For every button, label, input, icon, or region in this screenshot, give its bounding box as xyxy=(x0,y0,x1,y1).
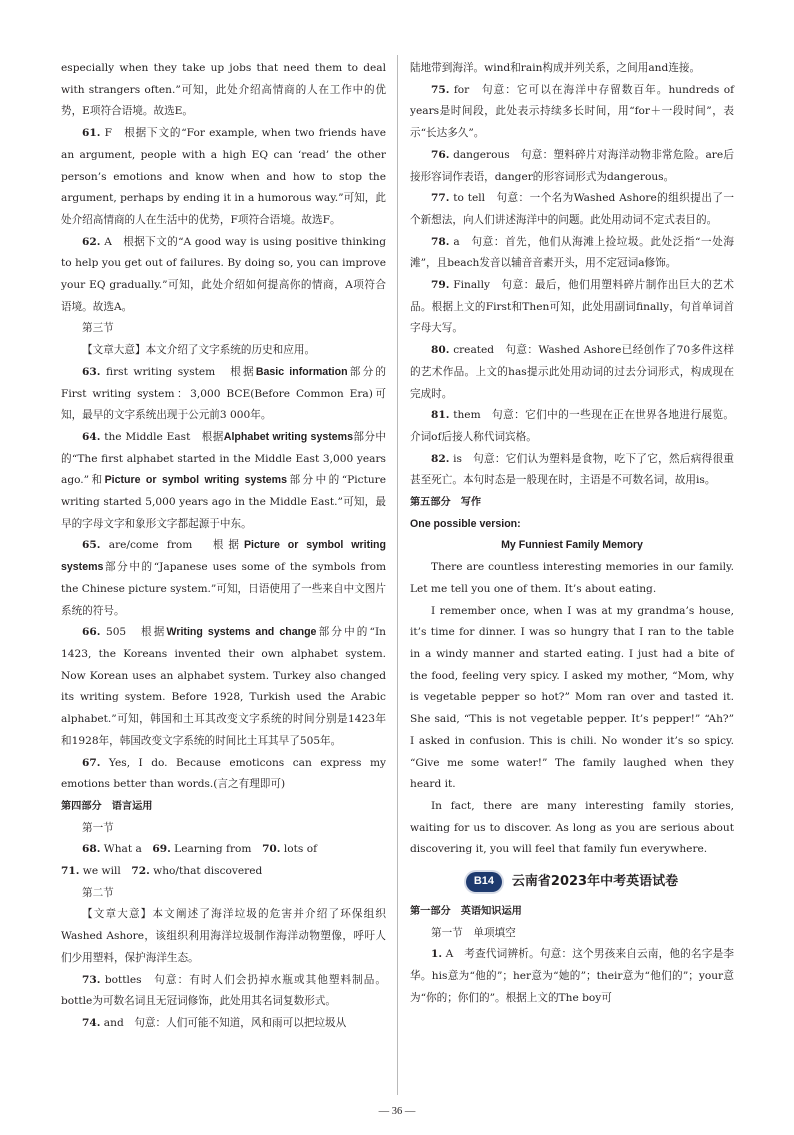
section-label: 第二节 xyxy=(82,886,114,899)
exam-title: 云南省2023年中考英语试卷 xyxy=(511,874,679,890)
question-number: 1. xyxy=(431,948,443,961)
answer-text: to tell 句意：一个名为Washed Ashore的组织提出了一个新想法，向人们讲述海洋中的问题。此处用动词不定式表目的。 xyxy=(410,192,734,226)
bold-term: Alphabet writing systems xyxy=(223,430,353,443)
answer-text: 部分中的“The first alphabet started in the Middle East 3,000 years ago.”和 xyxy=(61,430,386,487)
answer-1 xyxy=(410,944,734,1009)
answer-64 xyxy=(61,427,386,536)
answer-text: 部分中的“Picture writing started 5,000 years ago in the Middle East.”可知，最早的字母文字和象形文字都起源于中东。 xyxy=(61,474,387,530)
question-number: 76. xyxy=(431,148,450,161)
answer-text: first writing system 根据 xyxy=(100,365,256,378)
answer-76 xyxy=(410,145,734,188)
answer-text: Finally 句意：最后，他们用塑料碎片制作出巨大的艺术品。根据上文的First和Then可知，此处用副词finally，句首单词首字母大写。 xyxy=(410,279,734,335)
bold-term: Picture or symbol writing systems xyxy=(104,474,287,487)
answers-71-72 xyxy=(61,861,386,883)
question-number: 62. xyxy=(82,235,101,248)
answer-65 xyxy=(61,535,386,622)
question-number: 79. xyxy=(431,279,450,292)
question-number: 63. xyxy=(82,365,101,378)
part-heading xyxy=(410,901,734,923)
article-summary: 【文章大意】本文阐述了海洋垃圾的危害并介绍了环保组织Washed Ashore，该组织利用海洋垃圾制作海洋动物塑像，呼吁人们少用塑料，保护海洋生态。 xyxy=(61,908,386,964)
part-label: 第四部分 xyxy=(61,800,102,812)
answer-text: them 句意：它们中的一些现在正在世界各地进行展览。介词of后接人称代词宾格。 xyxy=(410,409,734,443)
question-number: 73. xyxy=(82,973,101,986)
paragraph-continued: 陆地带到海洋。wind和rain构成并列关系，之间用and连接。 xyxy=(410,62,701,74)
answer-79 xyxy=(410,275,734,340)
answer-text: Yes, I do. Because emoticons can express my emotions better than words.(言之有理即可) xyxy=(61,756,386,791)
answer-text: the Middle East 根据 xyxy=(100,430,224,443)
answer-text: for 句意：它可以在海洋中存留数百年。hundreds of years是时间段，此处表示持续多长时间，用“for＋一段时间”，表示“长达多久”。 xyxy=(410,83,734,140)
answer-text: we will xyxy=(79,865,132,878)
answer-text: F 根据下文的“For example, when two friends have an argument, people with a high EQ can ‘read’ the other person’s emotions and know when and how to stop the argument, perhaps by ending it in a humorous way.”可知，此处介绍高情商的人在生活中的优势，F项符合语境。故选F。 xyxy=(61,127,386,226)
answer-75 xyxy=(410,80,734,145)
question-number: 67. xyxy=(82,756,101,769)
essay-paragraph: I remember once, when I was at my grandma’s house, it’s time for dinner. I was so hungry that I ran to the table in a windy manner and started eating. I just had a bite of the food, feeling very spicy. I asked my mother, “Mom, why is vegetable pepper so hot?” Mom ran over and tasted it. She said, “This is not vegetable pepper. It’s pepper!” “Ah?” I asked in confusion. This is chili. No wonder it’s so spicy. “Give me some water!” The family laughed when they heard it. xyxy=(410,604,734,791)
answer-text: and 句意：人们可能不知道，风和雨可以把垃圾从 xyxy=(100,1016,347,1029)
question-number: 64. xyxy=(82,430,101,443)
part-label: 第五部分 xyxy=(410,497,451,509)
article-summary: 【文章大意】本文介绍了文字系统的历史和应用。 xyxy=(82,344,316,357)
answer-text: is 句意：它们认为塑料是食物，吃下了它，然后病得很重甚至死亡。本句时态是一般现在时，主语是不可数名词，故用is。 xyxy=(410,452,734,487)
answer-text: 505 根据 xyxy=(100,626,167,639)
essay-paragraph: There are countless interesting memories in our family. Let me tell you one of them. It’s about eating. xyxy=(410,561,734,595)
question-number: 71. xyxy=(61,865,80,878)
answer-text: dangerous 句意：塑料碎片对海洋动物非常危险。are后接形容词作表语，danger的形容词形式为dangerous。 xyxy=(410,148,734,183)
section-label: 第一节 xyxy=(82,821,114,834)
part-title: 英语知识运用 xyxy=(460,906,522,918)
question-number: 72. xyxy=(131,865,150,878)
answer-text: lots of xyxy=(280,843,317,856)
part-heading xyxy=(410,492,734,514)
answer-text: A 根据下文的“A good way is using positive thinking to help you get out of failures. By doing so, you can improve your EQ gradually.”可知，此处介绍如何提高你的情商，A项符合语境。故选A。 xyxy=(61,235,386,313)
answer-73 xyxy=(61,970,386,1013)
question-number: 74. xyxy=(82,1016,101,1029)
answer-text: created 句意：Washed Ashore已经创作了70多件这样的艺术作品。上文的has提示此处用动词的过去分词形式，构成现在完成时。 xyxy=(410,344,734,400)
question-number: 61. xyxy=(82,127,101,140)
question-number: 66. xyxy=(82,626,101,639)
answer-81 xyxy=(410,405,734,448)
answer-62 xyxy=(61,232,386,319)
exam-section-title xyxy=(410,869,734,895)
answer-text: are/come from 根据 xyxy=(100,539,244,552)
part-title: 语言运用 xyxy=(111,800,153,812)
answers-68-70 xyxy=(61,839,386,861)
bold-term: Basic information xyxy=(255,365,348,378)
question-number: 78. xyxy=(431,235,450,248)
bold-term: Writing systems and change xyxy=(166,626,317,639)
section-label: 第一节 单项填空 xyxy=(431,926,516,939)
section-label: 第三节 xyxy=(82,322,114,335)
answer-66 xyxy=(61,622,386,752)
paragraph-continued: especially when they take up jobs that need them to deal with strangers often.”可知，此处介绍高情商的人在工作中的优势，E项符合语境。故选E。 xyxy=(61,62,386,118)
paper-badge: B14 xyxy=(466,872,502,892)
question-number: 80. xyxy=(431,344,450,357)
version-label: One possible version: xyxy=(410,517,521,530)
question-number: 70. xyxy=(262,843,281,856)
answer-text: a 句意：首先，他们从海滩上捡垃圾。此处泛指“一处海滩”，且beach发音以辅音音素开头，用不定冠词a修饰。 xyxy=(410,235,734,270)
question-number: 82. xyxy=(431,452,450,465)
answer-74 xyxy=(61,1013,386,1035)
answer-61 xyxy=(61,123,386,232)
page-number: — 36 — xyxy=(378,1106,416,1117)
answer-78 xyxy=(410,232,734,275)
answer-text: A 考查代词辨析。句意：这个男孩来自云南，他的名字是李华。his意为“他的”；her意为“她的”；their意为“他们的”；your意为“你的；你们的”。根据上文的The boy可 xyxy=(410,948,734,1004)
column-divider xyxy=(397,55,398,1095)
part-title: 写作 xyxy=(460,497,482,509)
answer-text: who/that discovered xyxy=(149,865,263,878)
question-number: 65. xyxy=(82,539,101,552)
essay-title: My Funniest Family Memory xyxy=(501,539,643,552)
answer-80 xyxy=(410,340,734,405)
right-column xyxy=(410,58,734,1010)
question-number: 69. xyxy=(152,843,171,856)
answer-67 xyxy=(61,753,386,796)
question-number: 75. xyxy=(431,83,450,96)
part-label: 第一部分 xyxy=(410,906,451,918)
answer-63 xyxy=(61,362,386,427)
essay-paragraph: In fact, there are many interesting family stories, waiting for us to discover. As long as you are serious about discovering it, you will feel that family fun everywhere. xyxy=(410,799,734,856)
answer-77 xyxy=(410,188,734,231)
answer-82 xyxy=(410,449,734,492)
answer-text: 部分的First writing system：3,000 BCE(Before Common Era)可知，最早的文字系统出现于公元前3 000年。 xyxy=(61,365,386,422)
part-heading xyxy=(61,796,386,818)
left-column xyxy=(61,58,386,1035)
question-number: 68. xyxy=(82,843,101,856)
answer-text: Learning from xyxy=(170,843,263,856)
question-number: 77. xyxy=(431,192,450,205)
answer-text: 部分中的“In 1423, the Koreans invented their own alphabet system. Now Korean uses an alphabet system. Turkey also changed its writing system. Before 1928, Turkish used the Arabic alphabet.”可知，韩国和土耳其改变文字系统的时间分别是1423年和1928年，韩国改变文字系统的时间比土耳其早了505年。 xyxy=(61,626,386,747)
question-number: 81. xyxy=(431,409,450,422)
bold-term: Picture or symbol writing systems xyxy=(61,539,386,574)
answer-text: 部分中的“Japanese uses some of the symbols from the Chinese picture system.”可知，日语使用了一些来自中文图片系统的符号。 xyxy=(61,561,386,617)
answer-text: bottles 句意：有时人们会扔掉水瓶或其他塑料制品。bottle为可数名词且无冠词修饰，此处用其名词复数形式。 xyxy=(61,973,386,1008)
answer-text: What a xyxy=(100,843,153,856)
